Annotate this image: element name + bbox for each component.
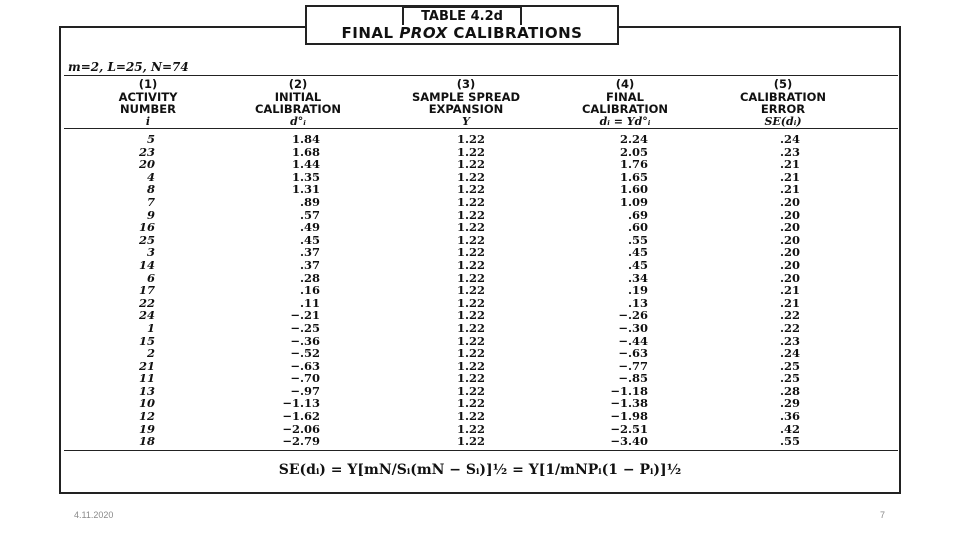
table-cell: 1.22 xyxy=(456,270,485,285)
table-cell: .22 xyxy=(779,320,800,335)
table-cell: .45 xyxy=(299,232,320,247)
column-header-sym: Y xyxy=(462,114,470,128)
column-header-l2: CALIBRATION xyxy=(254,102,342,116)
table-cell: −.63 xyxy=(290,358,320,373)
table-cell: −.85 xyxy=(618,371,648,386)
table-cell: 10 xyxy=(138,396,155,411)
table-cell: −.26 xyxy=(618,308,648,323)
table-cell: −.97 xyxy=(290,383,320,398)
column-header-l2: ERROR xyxy=(760,102,806,116)
table-cell: 3 xyxy=(146,245,155,260)
table-cell: 1.22 xyxy=(456,333,485,348)
column-header-num: (3) xyxy=(456,77,476,91)
table-row xyxy=(0,145,960,158)
table-cell: 1.09 xyxy=(619,194,648,209)
table-cell: .21 xyxy=(779,283,800,298)
table-cell: −.21 xyxy=(290,308,320,323)
table-cell: .37 xyxy=(299,245,320,260)
table-cell: −1.18 xyxy=(610,383,648,398)
table-cell: 22 xyxy=(138,295,155,310)
table-cell: 1.22 xyxy=(456,182,485,197)
table-cell: .28 xyxy=(299,270,320,285)
table-row xyxy=(0,384,960,397)
table-cell: 1.22 xyxy=(456,220,485,235)
table-cell: −1.62 xyxy=(282,409,320,424)
table-cell: −.70 xyxy=(290,371,320,386)
column-header-5 xyxy=(703,78,863,128)
table-cell: 1.60 xyxy=(619,182,648,197)
table-cell: 1.22 xyxy=(456,257,485,272)
table-row xyxy=(0,283,960,296)
table-cell: 9 xyxy=(146,207,155,222)
table-cell: −1.13 xyxy=(282,396,320,411)
column-header-4 xyxy=(545,78,705,128)
table-cell: 19 xyxy=(138,421,155,436)
table-number: TABLE 4.2d xyxy=(402,6,522,25)
table-cell: .24 xyxy=(779,346,800,361)
table-body xyxy=(0,132,960,447)
table-cell: −.77 xyxy=(618,358,648,373)
table-title xyxy=(305,5,619,45)
table-row xyxy=(0,359,960,372)
table-row xyxy=(0,233,960,246)
table-cell: 2.24 xyxy=(619,132,648,146)
table-row xyxy=(0,434,960,447)
table-cell: 16 xyxy=(138,220,155,235)
column-header-num: (2) xyxy=(288,77,308,91)
table-cell: .45 xyxy=(627,257,648,272)
header-top-rule xyxy=(64,75,898,76)
table-cell: 25 xyxy=(138,232,155,247)
table-cell: .29 xyxy=(779,396,800,411)
table-row xyxy=(0,271,960,284)
table-cell: .13 xyxy=(627,295,648,310)
table-cell: 1.22 xyxy=(456,409,485,424)
table-cell: 2.05 xyxy=(619,144,648,159)
table-row xyxy=(0,245,960,258)
table-cell: 1.84 xyxy=(291,132,320,146)
table-cell: .11 xyxy=(299,295,320,310)
table-cell: 1.22 xyxy=(456,308,485,323)
table-cell: −.30 xyxy=(618,320,648,335)
table-cell: .34 xyxy=(627,270,648,285)
table-cell: 17 xyxy=(138,283,155,298)
table-cell: .36 xyxy=(779,409,800,424)
table-cell: 1.22 xyxy=(456,207,485,222)
table-cell: .21 xyxy=(779,157,800,172)
table-cell: .22 xyxy=(779,308,800,323)
table-cell: 4 xyxy=(146,169,155,184)
table-row xyxy=(0,346,960,359)
table-cell: 1.22 xyxy=(456,132,485,146)
table-cell: 1.68 xyxy=(291,144,320,159)
table-cell: .23 xyxy=(779,144,800,159)
table-cell: −.36 xyxy=(290,333,320,348)
standard-error-formula: SE(dᵢ) = Y[mN/Sᵢ(mN − Sᵢ)]½ = Y[1/mNPᵢ(1 − Pᵢ)]½ xyxy=(278,462,682,478)
table-cell: .19 xyxy=(627,283,648,298)
table-cell: 1.22 xyxy=(456,358,485,373)
table-cell: 1.22 xyxy=(456,396,485,411)
table-cell: .24 xyxy=(779,132,800,146)
table-cell: 18 xyxy=(138,434,155,449)
table-cell: −.52 xyxy=(290,346,320,361)
table-cell: .28 xyxy=(779,383,800,398)
table-cell: .20 xyxy=(779,245,800,260)
table-cell: 1.65 xyxy=(619,169,648,184)
table-cell: −1.98 xyxy=(610,409,648,424)
column-header-l2: NUMBER xyxy=(120,102,176,116)
column-header-1 xyxy=(68,78,228,128)
table-cell: 1.22 xyxy=(456,232,485,247)
table-cell: −3.40 xyxy=(610,434,648,449)
table-cell: 13 xyxy=(138,383,155,398)
table-row xyxy=(0,296,960,309)
table-cell: .55 xyxy=(627,232,648,247)
column-header-l1: ACTIVITY xyxy=(118,89,178,104)
table-cell: 1.22 xyxy=(456,421,485,436)
table-row xyxy=(0,321,960,334)
table-cell: .49 xyxy=(299,220,320,235)
header-bottom-rule xyxy=(64,128,898,129)
column-header-sym: dᵢ = Yd°ᵢ xyxy=(599,114,651,128)
table-cell: −1.38 xyxy=(610,396,648,411)
column-header-l1: FINAL xyxy=(606,89,644,104)
column-header-sym: i xyxy=(145,114,151,128)
table-cell: 1.22 xyxy=(456,283,485,298)
table-row xyxy=(0,422,960,435)
table-caption: FINAL PROX CALIBRATIONS xyxy=(341,24,583,42)
table-cell: .20 xyxy=(779,207,800,222)
table-cell: 15 xyxy=(138,333,155,348)
table-row xyxy=(0,308,960,321)
table-cell: .69 xyxy=(627,207,648,222)
table-cell: 24 xyxy=(138,308,155,323)
table-cell: 1.22 xyxy=(456,169,485,184)
column-header-2 xyxy=(218,78,378,128)
table-cell: .25 xyxy=(779,358,800,373)
column-header-l1: CALIBRATION xyxy=(739,89,827,104)
table-cell: 1 xyxy=(146,320,155,335)
table-cell: 1.22 xyxy=(456,157,485,172)
table-cell: .20 xyxy=(779,194,800,209)
table-cell: .20 xyxy=(779,270,800,285)
table-cell: −.63 xyxy=(618,346,648,361)
table-row xyxy=(0,170,960,183)
table-cell: 1.22 xyxy=(456,295,485,310)
table-row xyxy=(0,132,960,145)
table-cell: 5 xyxy=(146,132,155,146)
table-cell: 1.22 xyxy=(456,346,485,361)
column-header-num: (5) xyxy=(773,77,793,91)
table-cell: 20 xyxy=(138,157,155,172)
column-header-sym: SE(dᵢ) xyxy=(764,114,802,128)
table-cell: 21 xyxy=(138,358,155,373)
table-cell: 1.22 xyxy=(456,144,485,159)
table-cell: .42 xyxy=(779,421,800,436)
table-row xyxy=(0,157,960,170)
table-cell: 7 xyxy=(146,194,155,209)
table-cell: −2.51 xyxy=(610,421,648,436)
table-row xyxy=(0,334,960,347)
table-cell: −.44 xyxy=(618,333,648,348)
slide-page-number: 7 xyxy=(880,510,886,520)
table-row xyxy=(0,182,960,195)
table-cell: .55 xyxy=(779,434,800,449)
table-cell: 1.22 xyxy=(456,320,485,335)
table-cell: 1.22 xyxy=(456,194,485,209)
table-cell: .57 xyxy=(299,207,320,222)
column-header-num: (1) xyxy=(138,77,158,91)
column-header-3 xyxy=(386,78,546,128)
table-cell: .37 xyxy=(299,257,320,272)
table-cell: .20 xyxy=(779,232,800,247)
table-cell: .21 xyxy=(779,182,800,197)
table-cell: 2 xyxy=(146,346,155,361)
table-cell: 6 xyxy=(146,270,155,285)
table-row xyxy=(0,195,960,208)
table-cell: 23 xyxy=(138,144,155,159)
table-cell: .25 xyxy=(779,371,800,386)
table-cell: 1.22 xyxy=(456,371,485,386)
table-cell: −.25 xyxy=(290,320,320,335)
table-row xyxy=(0,371,960,384)
table-cell: .21 xyxy=(779,169,800,184)
table-cell: .23 xyxy=(779,333,800,348)
column-header-l1: SAMPLE SPREAD xyxy=(411,89,521,104)
table-cell: 1.76 xyxy=(619,157,648,172)
table-cell: .89 xyxy=(299,194,320,209)
table-row xyxy=(0,409,960,422)
table-row xyxy=(0,208,960,221)
table-bottom-rule xyxy=(64,450,898,451)
table-cell: .16 xyxy=(299,283,320,298)
column-header-l1: INITIAL xyxy=(274,89,322,104)
table-cell: .20 xyxy=(779,220,800,235)
table-cell: .60 xyxy=(627,220,648,235)
table-cell: .21 xyxy=(779,295,800,310)
table-cell: .45 xyxy=(627,245,648,260)
table-cell: .20 xyxy=(779,257,800,272)
table-cell: 1.22 xyxy=(456,383,485,398)
column-header-l2: EXPANSION xyxy=(428,102,504,116)
table-cell: −2.06 xyxy=(282,421,320,436)
table-cell: 12 xyxy=(138,409,155,424)
table-row xyxy=(0,258,960,271)
table-cell: 1.35 xyxy=(291,169,320,184)
column-header-num: (4) xyxy=(615,77,635,91)
column-header-sym: d°ᵢ xyxy=(290,114,306,128)
table-cell: −2.79 xyxy=(282,434,320,449)
table-row xyxy=(0,396,960,409)
table-cell: 8 xyxy=(146,182,155,197)
table-cell: 1.31 xyxy=(291,182,320,197)
table-cell: 1.22 xyxy=(456,245,485,260)
table-cell: 1.22 xyxy=(456,434,485,449)
table-cell: 1.44 xyxy=(291,157,320,172)
table-cell: 14 xyxy=(138,257,155,272)
table-parameters: m=2, L=25, N=74 xyxy=(68,60,189,74)
table-cell: 11 xyxy=(138,371,155,386)
slide-date: 4.11.2020 xyxy=(74,510,114,520)
table-row xyxy=(0,220,960,233)
column-header-l2: CALIBRATION xyxy=(581,102,669,116)
